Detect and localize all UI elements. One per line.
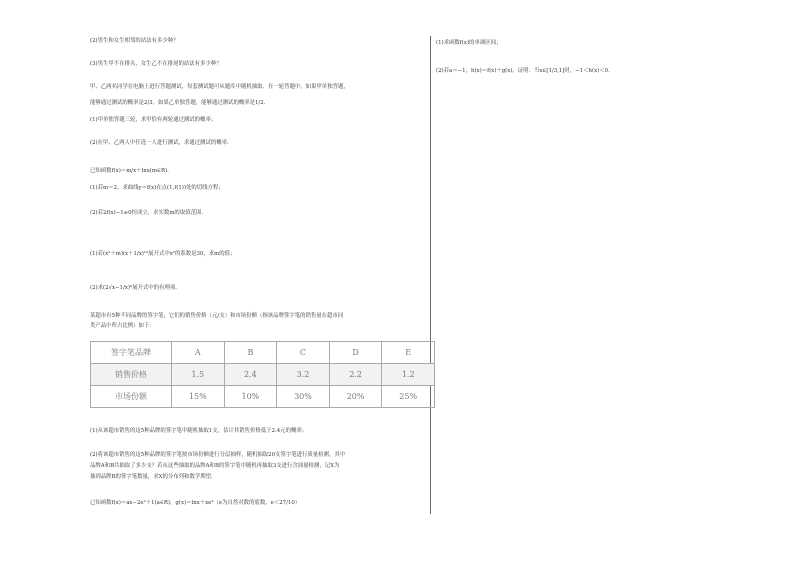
column-divider [430, 36, 431, 514]
function1-question-2: (2)若2f(x)−1≥0恒成立，求实数m的取值范围． [90, 210, 207, 216]
test-intro-line-1: 甲、乙两名同学在电脑上进行答题测试，每套测试题可从题库中随机抽取．在一轮答题中，如果甲单独答题， [90, 84, 349, 90]
price-cell: 2.2 [329, 364, 382, 386]
share-label: 市场份额 [91, 386, 172, 408]
pen-question-2-line-3: 抽到品牌B的签字笔数量，求X的分布列和数学期望． [90, 474, 217, 480]
share-cell: 30% [277, 386, 330, 408]
pen-intro-line-2: 类产品中所占比例）如下： [90, 323, 155, 329]
pen-question-2-line-1: (2)将该超市销售的这5种品牌的签字笔按市场份额进行分层抽样，随机抽取20支签字笔进行质量检测，其中 [90, 452, 346, 458]
question-gender-2: (2)男生和女生相邻的站法有多少种？ [90, 38, 179, 44]
share-cell: 15% [172, 386, 225, 408]
test-intro-line-2: 能够通过测试的概率是2/3，如果乙单独答题，能够通过测试的概率是1/2． [90, 100, 270, 106]
pen-question-2-line-2: 品牌A和B共抽取了多少支？若从这些抽取的品牌A和B的签字笔中随机再抽取3支进行含油量检测，记X为 [90, 463, 340, 469]
right-question-1: (1)求函数f(x)的单调区间； [436, 40, 502, 46]
table-row [91, 386, 435, 408]
share-cell: 10% [224, 386, 277, 408]
brand-cell: E [382, 342, 435, 364]
function1-intro: 已知函数f(x)＝m/x＋lnx(m∈R)． [90, 168, 173, 174]
question-gender-3: (3)男生甲不在排头，女生乙不在排尾的站法有多少种？ [90, 61, 222, 67]
brand-cell: D [329, 342, 382, 364]
share-cell: 20% [329, 386, 382, 408]
binomial-question-1: (1)若(x²＋m)(x＋1/x)¹⁰展开式中x²的系数是30，求m的值； [90, 251, 236, 257]
pen-intro-line-1: 某超市有5种不同品牌的签字笔，它们的销售价格（元/支）和市场份额（指该品牌签字笔的销售量在超市同 [90, 313, 344, 319]
price-cell: 1.5 [172, 364, 225, 386]
price-cell: 3.2 [277, 364, 330, 386]
function2-intro: 已知函数f(x)＝ax−2e²＋1(a∈R)，g(x)＝lnx＋xe²（e为自然对数的底数，e＜27/10） [90, 500, 301, 506]
binomial-question-2: (2)求(2√x−1/x)⁶展开式中的有理项． [90, 285, 181, 291]
test-question-2: (2)在甲、乙两人中任选一人进行测试，求通过测试的概率． [90, 140, 233, 146]
price-cell: 1.2 [382, 364, 435, 386]
pen-question-1: (1)从该超市销售的这5种品牌的签字笔中随机抽取1支，估计其销售价格低于2.4元的概率； [90, 428, 308, 434]
test-question-1: (1)甲单独答题三轮，求甲恰有两轮通过测试的概率； [90, 117, 217, 123]
pen-brand-table [90, 341, 435, 408]
price-cell: 2.4 [224, 364, 277, 386]
function1-question-1: (1)若m＝2，求曲线y＝f(x)在点(1,f(1))处的切线方程； [90, 185, 224, 191]
brand-cell: C [277, 342, 330, 364]
header-label: 签字笔品牌 [91, 342, 172, 364]
right-question-2: (2)若a＝−1，h(x)＝f(x)＋g(x)，证明：当x∈[1/3,1]时，−1＜h(x)＜0． [436, 68, 614, 74]
brand-cell: B [224, 342, 277, 364]
price-label: 销售价格 [91, 364, 172, 386]
brand-cell: A [172, 342, 225, 364]
table-row [91, 364, 435, 386]
table-row [91, 342, 435, 364]
share-cell: 25% [382, 386, 435, 408]
